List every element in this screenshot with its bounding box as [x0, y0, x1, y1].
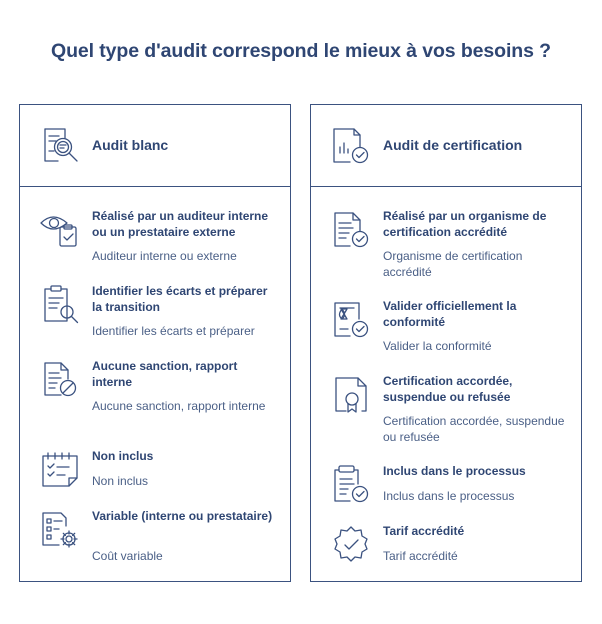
- item-title: Variable (interne ou prestataire): [92, 509, 273, 523]
- item-title: Aucune sanction, rapport interne: [92, 359, 238, 389]
- item-title: Certification accordée, suspendue ou refusée: [383, 374, 513, 404]
- document-gear-icon: [39, 509, 81, 551]
- clipboard-check-icon: [330, 464, 372, 506]
- document-forbidden-icon: [39, 359, 81, 401]
- card-header: [311, 105, 581, 187]
- badge-check-icon: [330, 524, 372, 566]
- item-desc: Coût variable: [92, 549, 163, 563]
- card-header: [20, 105, 290, 187]
- item-desc: Auditeur interne ou externe: [92, 249, 237, 263]
- calendar-checklist-icon: [39, 449, 81, 491]
- card-title: Audit de certification: [383, 137, 523, 153]
- clipboard-magnifier-icon: [39, 284, 81, 326]
- chart-document-check-icon: [330, 125, 372, 167]
- hourglass-document-check-icon: [330, 299, 372, 341]
- document-check-icon: [330, 209, 372, 251]
- item-desc: Valider la conformité: [383, 339, 492, 353]
- item-title: Tarif accrédité: [383, 524, 465, 538]
- item-title: Réalisé par un organisme de certification accrédité: [383, 209, 547, 239]
- item-desc: Inclus dans le processus: [383, 489, 515, 503]
- item-title: Identifier les écarts et préparer la transition: [92, 284, 268, 314]
- card-title: Audit blanc: [92, 137, 169, 153]
- page-title: Quel type d'audit correspond le mieux à vos besoins ?: [51, 40, 551, 62]
- eye-clipboard-icon: [39, 209, 81, 251]
- item-desc: Organisme de certification accrédité: [383, 249, 523, 279]
- card-audit-certification: [310, 104, 582, 582]
- card-audit-blanc: [19, 104, 291, 582]
- item-title: Valider officiellement la conformité: [383, 299, 517, 329]
- item-desc: Tarif accrédité: [383, 549, 458, 563]
- item-title: Non inclus: [92, 449, 154, 463]
- item-title: Inclus dans le processus: [383, 464, 526, 478]
- item-desc: Certification accordée, suspendue ou refusée: [383, 414, 565, 444]
- magnifier-document-icon: [39, 125, 81, 167]
- item-title: Réalisé par un auditeur interne ou un prestataire externe: [92, 209, 269, 239]
- certificate-ribbon-icon: [330, 374, 372, 416]
- item-desc: Aucune sanction, rapport interne: [92, 399, 266, 413]
- item-desc: Identifier les écarts et préparer: [92, 324, 255, 338]
- item-desc: Non inclus: [92, 474, 149, 488]
